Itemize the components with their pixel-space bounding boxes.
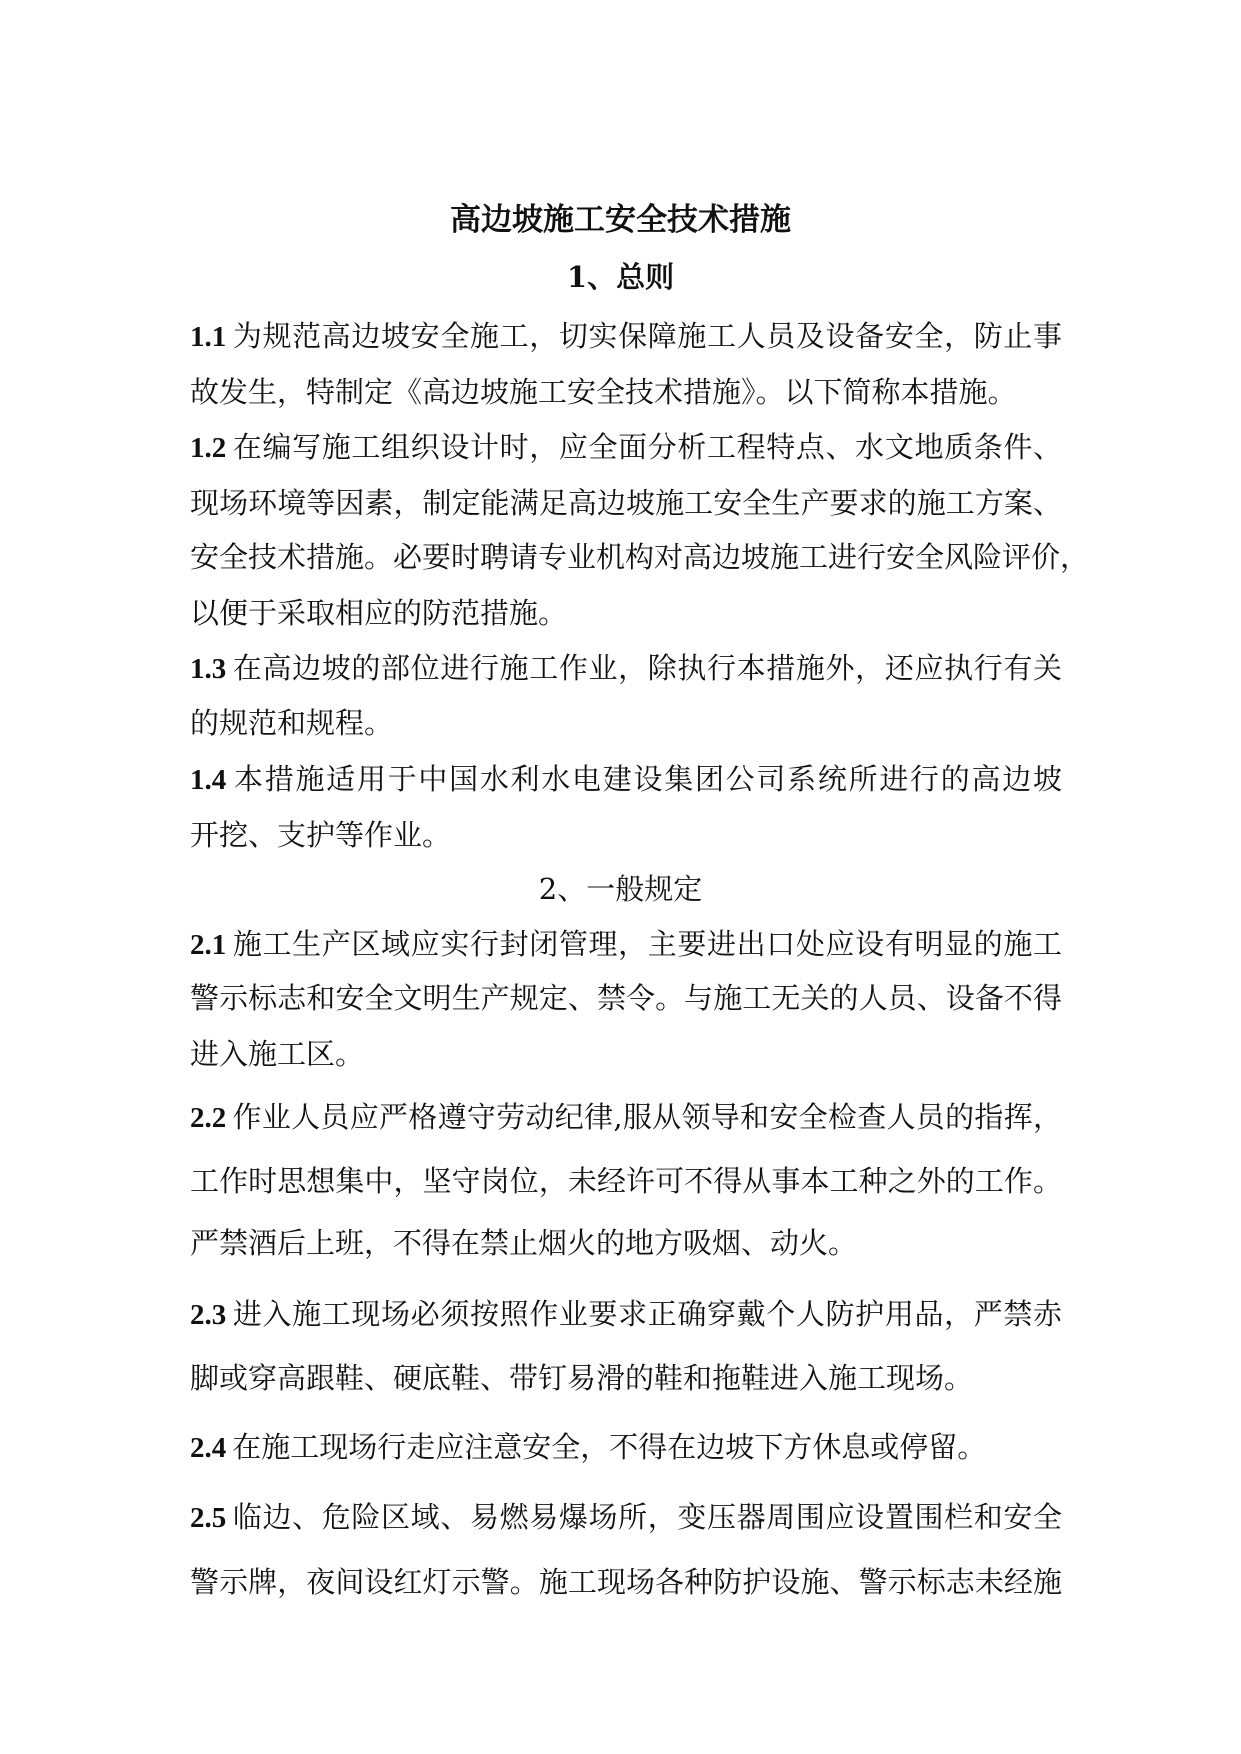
line-text: 作业人员应严格遵守劳动纪律,服从领导和安全检查人员的指挥， (232, 1100, 1062, 1134)
paragraph-line: 脚或穿高跟鞋、硬底鞋、带钉易滑的鞋和拖鞋进入施工现场。 (190, 1361, 974, 1395)
clause-number: 1.3 (190, 653, 227, 685)
paragraph-line: 开挖、支护等作业。 (190, 818, 452, 852)
document-title: 高边坡施工安全技术措施 (450, 202, 791, 238)
paragraph-line: 进入施工区。 (190, 1037, 365, 1071)
clause-number: 2.3 (190, 1299, 227, 1331)
paragraph-line: 现场环境等因素，制定能满足高边坡施工安全生产要求的施工方案、 (190, 486, 1062, 520)
paragraph-line (190, 650, 1062, 686)
clause-number: 1.2 (190, 432, 227, 464)
paragraph-line (190, 1499, 1062, 1535)
line-text: 进入施工现场必须按照作业要求正确穿戴个人防护用品，严禁赤 (232, 1297, 1062, 1331)
paragraph-line (190, 1429, 1062, 1465)
paragraph-line (190, 429, 1062, 465)
paragraph-line (190, 926, 1062, 962)
paragraph-line (190, 1296, 1062, 1332)
section-heading-general-principles: 1、总则 (566, 260, 675, 294)
paragraph-line: 警示标志和安全文明生产规定、禁令。与施工无关的人员、设备不得 (190, 981, 1062, 1015)
line-text: 为规范高边坡安全施工，切实保障施工人员及设备安全，防止事 (232, 319, 1062, 353)
line-text: 在高边坡的部位进行施工作业，除执行本措施外，还应执行有关 (232, 651, 1062, 685)
paragraph-line: 安全技术措施。必要时聘请专业机构对高边坡施工进行安全风险评价， (190, 540, 1090, 574)
clause-number: 2.1 (190, 929, 227, 961)
paragraph-line: 以便于采取相应的防范措施。 (190, 596, 568, 630)
clause-number: 2.4 (190, 1432, 227, 1464)
clause-number: 1.4 (190, 764, 227, 796)
paragraph-line: 警示牌，夜间设红灯示警。施工现场各种防护设施、警示标志未经施 (190, 1565, 1062, 1599)
line-text: 在施工现场行走应注意安全，不得在边坡下方休息或停留。 (232, 1430, 987, 1464)
paragraph-line: 严禁酒后上班，不得在禁止烟火的地方吸烟、动火。 (190, 1226, 858, 1260)
section-heading-general-rules: 2、一般规定 (538, 872, 703, 906)
paragraph-line: 故发生，特制定《高边坡施工安全技术措施》。以下简称本措施。 (190, 375, 1017, 409)
line-text: 本措施适用于中国水利水电建设集团公司系统所进行的高边坡 (232, 762, 1062, 796)
paragraph-line (190, 318, 1062, 354)
clause-number: 2.5 (190, 1502, 227, 1534)
clause-number: 2.2 (190, 1102, 227, 1134)
paragraph-line (190, 1099, 1062, 1135)
clause-number: 1.1 (190, 321, 227, 353)
paragraph-line (190, 761, 1062, 797)
line-text: 施工生产区域应实行封闭管理，主要进出口处应设有明显的施工 (232, 927, 1062, 961)
paragraph-line: 的规范和规程。 (190, 706, 394, 740)
line-text: 在编写施工组织设计时，应全面分析工程特点、水文地质条件、 (232, 430, 1062, 464)
paragraph-line: 工作时思想集中，坚守岗位，未经许可不得从事本工种之外的工作。 (190, 1164, 1062, 1198)
line-text: 临边、危险区域、易燃易爆场所，变压器周围应设置围栏和安全 (232, 1500, 1062, 1534)
